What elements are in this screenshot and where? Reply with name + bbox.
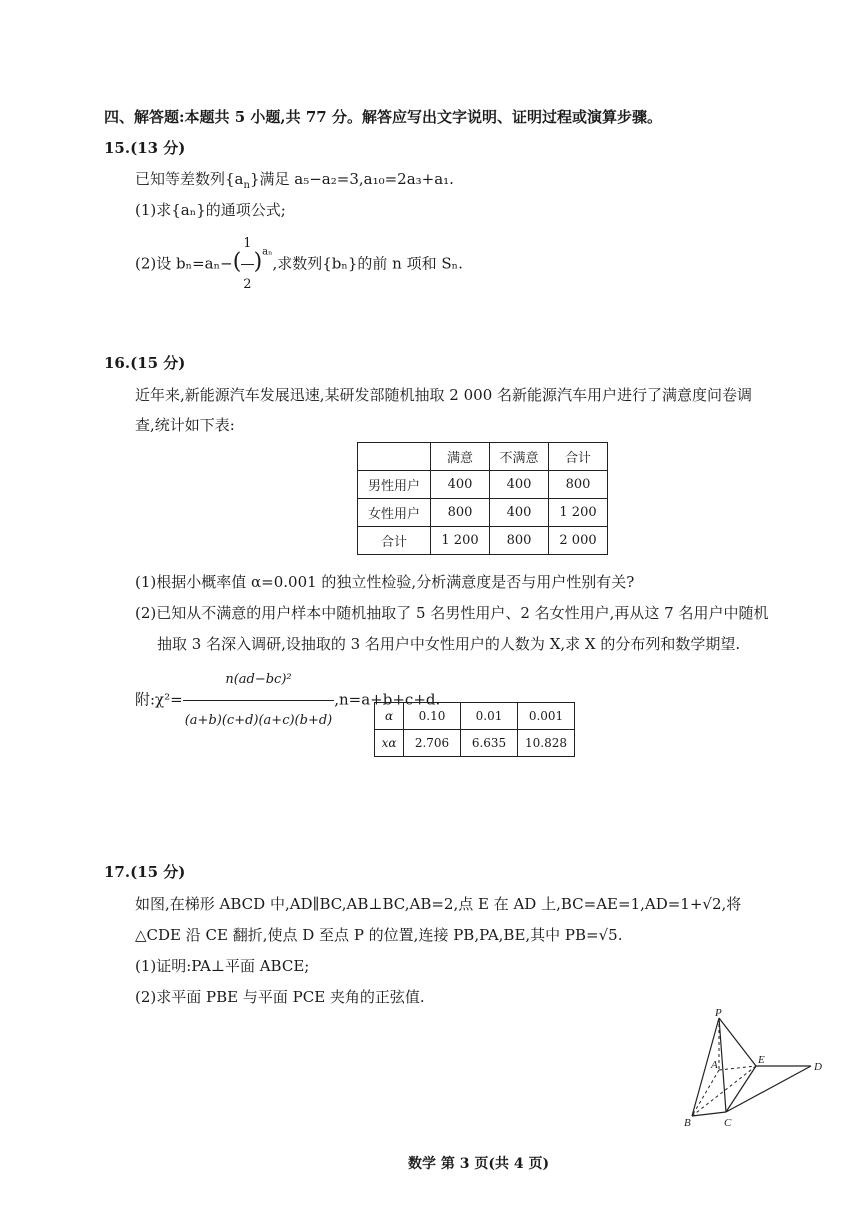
table-cell: 2 000 [549, 527, 608, 555]
point-label-p: P [715, 1008, 722, 1019]
table-row [375, 730, 575, 757]
table-cell: 800 [549, 471, 608, 499]
table-cell: 400 [490, 499, 549, 527]
section-header: 四、解答题:本题共 5 小题,共 77 分。解答应写出文字说明、证明过程或演算步骤。 [104, 108, 662, 126]
table-cell: 2.706 [404, 730, 461, 757]
table-cell: 0.01 [461, 703, 518, 730]
point-label-b: B [684, 1117, 691, 1129]
chi-square-formula: 附:χ²= $\frac{\text{n(ad−bc)²}}{(a+b)(c+d)(a+c)(b+d)}$ ,n=a+b+c+d. [135, 660, 440, 741]
table-cell: 0.001 [518, 703, 575, 730]
table-cell: 男性用户 [358, 471, 431, 499]
q17-part1: (1)证明:PA⊥平面 ABCE; [135, 957, 310, 975]
table-cell: 800 [431, 499, 490, 527]
satisfaction-table [357, 442, 608, 555]
table-cell: 800 [490, 527, 549, 555]
table-row [358, 527, 608, 555]
q17-part2: (2)求平面 PBE 与平面 PCE 夹角的正弦值. [135, 988, 425, 1006]
critical-value-table [374, 702, 575, 757]
table-cell: α [375, 703, 404, 730]
table-header-row [358, 443, 608, 471]
point-label-a: A [711, 1059, 718, 1071]
table-cell: 1 200 [549, 499, 608, 527]
q16-part1: (1)根据小概率值 α=0.001 的独立性检验,分析满意度是否与用户性别有关? [135, 573, 635, 591]
q17-number: 17.(15 分) [104, 863, 186, 881]
table-row [358, 499, 608, 527]
q17-stem-line1: 如图,在梯形 ABCD 中,AD∥BC,AB⊥BC,AB=2,点 E 在 AD 上,BC=AE=1,AD=1+√2,将 [135, 895, 742, 913]
table-cell: 女性用户 [358, 499, 431, 527]
q16-stem-line1: 近年来,新能源汽车发展迅速,某研发部随机抽取 2 000 名新能源汽车用户进行了满意度问卷调 [135, 386, 753, 404]
table-row [358, 471, 608, 499]
page-footer: 数学 第 3 页(共 4 页) [408, 1156, 550, 1172]
q15-part2: (2)设 bₙ=aₙ−( $\frac{1}{2}$ )$^{a_n}$,求数列{bₙ}的前 n 项和 Sₙ. [135, 224, 463, 305]
q15-stem: 已知等差数列$\{a_n\}$满足 a₅−a₂=3,a₁₀=2a₃+a₁. [135, 170, 454, 191]
table-cell: 不满意 [490, 443, 549, 471]
pyramid-figure [680, 1008, 830, 1133]
table-cell: 400 [431, 471, 490, 499]
table-cell: 10.828 [518, 730, 575, 757]
table-cell: 1 200 [431, 527, 490, 555]
q16-number: 16.(15 分) [104, 354, 186, 372]
table-row [375, 703, 575, 730]
table-cell: 合计 [358, 527, 431, 555]
q17-stem-line2: △CDE 沿 CE 翻折,使点 D 至点 P 的位置,连接 PB,PA,BE,其中 PB=√5. [135, 926, 623, 944]
q16-stem-line2: 查,统计如下表: [135, 416, 235, 434]
q15-part1: (1)求{aₙ}的通项公式; [135, 201, 286, 219]
q15-number: 15.(13 分) [104, 139, 186, 157]
table-cell: 0.10 [404, 703, 461, 730]
point-label-c: C [724, 1117, 732, 1129]
table-cell: 6.635 [461, 730, 518, 757]
table-cell [358, 443, 431, 471]
table-cell: 满意 [431, 443, 490, 471]
point-label-e: E [758, 1054, 765, 1066]
q16-part2-line2: 抽取 3 名深入调研,设抽取的 3 名用户中女性用户的人数为 X,求 X 的分布列和数学期望. [157, 635, 741, 653]
table-cell: 400 [490, 471, 549, 499]
point-label-d: D [814, 1061, 822, 1073]
table-cell: xα [375, 730, 404, 757]
table-cell: 合计 [549, 443, 608, 471]
q16-part2-line1: (2)已知从不满意的用户样本中随机抽取了 5 名男性用户、2 名女性用户,再从这 7 名用户中随机 [135, 604, 769, 622]
